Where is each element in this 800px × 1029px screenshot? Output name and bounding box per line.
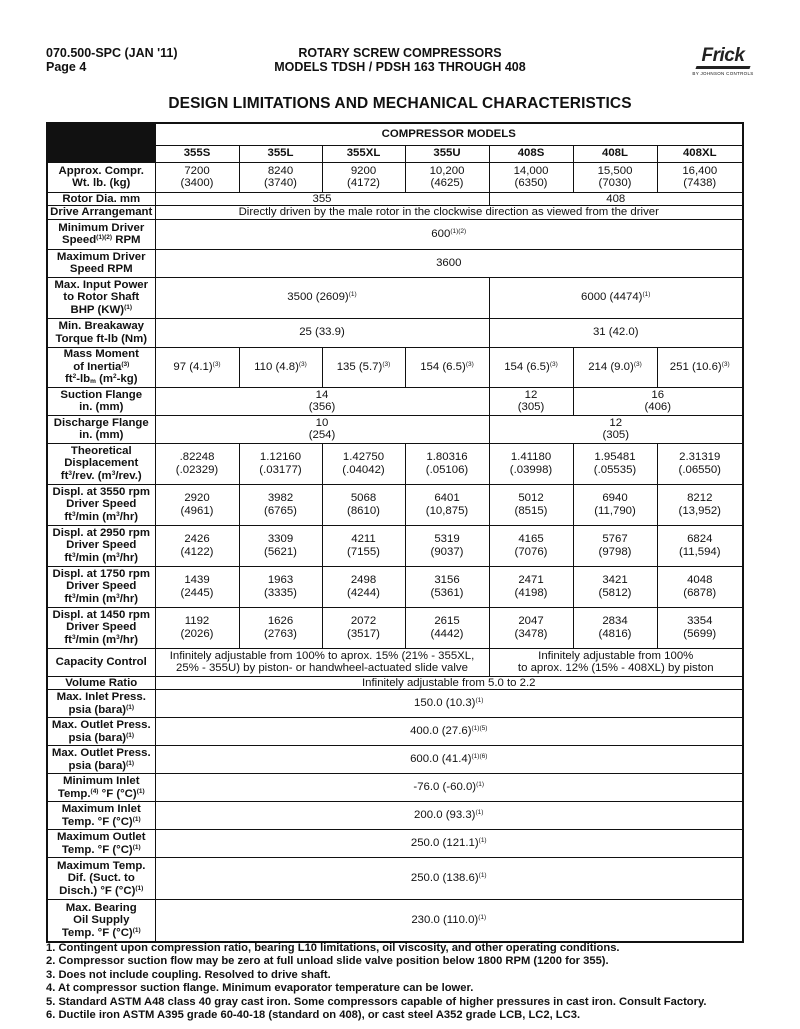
table-cell: 251 $(10.6)^{(3)}$ — [657, 347, 743, 387]
table-cell: 2920 (4961) — [155, 484, 239, 525]
logo-subtext: BY JOHNSON CONTROLS — [692, 71, 754, 76]
table-row — [47, 206, 743, 220]
table-cell: 230.0 $(110.0)^{(1)}$ — [155, 900, 743, 942]
table-cell: 150.0 $(10.3)^{(1)}$ — [155, 690, 743, 718]
footnote-6: 6. Ductile iron ASTM A395 grade 60-40-18 (standard on 408), or cast steel A352 grade LCB, LC2, LC3. — [46, 1009, 581, 1022]
table-row — [47, 219, 743, 249]
row-label-max-speed: Maximum Driver Speed RPM — [47, 249, 155, 277]
table-cell: 154 $(6.5)^{(3)}$ — [405, 347, 489, 387]
table-cell: $600^{(1)(2)}$ — [155, 219, 743, 249]
row-label-min-speed: Minimum Driver Speed$^{(1)(2)}$ RPM — [47, 219, 155, 249]
table-cell: 1192 (2026) — [155, 607, 239, 648]
table-row — [47, 648, 743, 676]
model-408l: 408L — [573, 145, 657, 162]
table-cell: 1963 (3335) — [239, 566, 322, 607]
row-label-min-inlet-temp: Minimum Inlet Temp.$^{(4)}$ °F $(^\circ C)^{(1)}$ — [47, 774, 155, 802]
table-row — [47, 858, 743, 900]
table-row — [47, 746, 743, 774]
table-cell: 6401 (10,875) — [405, 484, 489, 525]
footnote-1: 1. Contingent upon compression ratio, bearing L10 limitations, oil viscosity, and other operating conditions. — [46, 942, 620, 954]
table-cell: 4211 (7155) — [322, 525, 405, 566]
table-cell: 250.0 $(138.6)^{(1)}$ — [155, 858, 743, 900]
doc-title-line2: MODELS TDSH / PDSH 163 THROUGH 408 — [274, 60, 526, 74]
table-cell: 6000 $(4474)^{(1)}$ — [489, 277, 743, 318]
table-cell: 9200 (4172) — [322, 162, 405, 192]
table-cell: 110 $(4.8)^{(3)}$ — [239, 347, 322, 387]
table-cell: 5068 (8610) — [322, 484, 405, 525]
doc-title — [46, 46, 754, 74]
table-cell: 1.12160 (.03177) — [239, 443, 322, 484]
model-408xl: 408XL — [657, 145, 743, 162]
table-cell: 12 (305) — [489, 415, 743, 443]
table-cell: 400.0 $(27.6)^{(1)(5)}$ — [155, 718, 743, 746]
table-cell: 6824 (11,594) — [657, 525, 743, 566]
table-row — [47, 566, 743, 607]
table-cell: 2471 (4198) — [489, 566, 573, 607]
table-row — [47, 249, 743, 277]
table-row — [47, 387, 743, 415]
table-cell: Infinitely adjustable from 100% to aprox. 12% (15% - 408XL) by piston — [489, 648, 743, 676]
page-number: Page 4 — [46, 60, 87, 74]
table-cell: 5012 (8515) — [489, 484, 573, 525]
table-cell: 2426 (4122) — [155, 525, 239, 566]
section-title: DESIGN LIMITATIONS AND MECHANICAL CHARACTERISTICS — [168, 95, 632, 112]
table-cell: 14 (356) — [155, 387, 489, 415]
footnote-2: 2. Compressor suction flow may be zero at full unload slide valve position below 1800 RPM (1200 for 355). — [46, 955, 609, 968]
model-355xl: 355XL — [322, 145, 405, 162]
table-cell: 2072 (3517) — [322, 607, 405, 648]
table-row — [47, 802, 743, 830]
row-label-suction: Suction Flange in. (mm) — [47, 387, 155, 415]
logo-wordmark: Frick — [701, 45, 745, 66]
table-row — [47, 192, 743, 206]
row-label-max-outlet-press-1: Max. Outlet Press. psia (bara)$^{(1)}$ — [47, 718, 155, 746]
footnote-3: 3. Does not include coupling. Resolved to drive shaft. — [46, 968, 331, 981]
table-row — [47, 443, 743, 484]
row-label-max-inlet-press: Max. Inlet Press. psia (bara)$^{(1)}$ — [47, 690, 155, 718]
table-cell: 97 $(4.1)^{(3)}$ — [155, 347, 239, 387]
row-label-displ-1450: Displ. at 1450 rpm Driver Speed $ft^3/\min$ $(m^3/hr)$ — [47, 607, 155, 648]
model-408s: 408S — [489, 145, 573, 162]
table-cell: 4048 (6878) — [657, 566, 743, 607]
table-cell: 7200 (3400) — [155, 162, 239, 192]
model-355s: 355S — [155, 145, 239, 162]
row-label-max-inlet-temp: Maximum Inlet Temp. °F $(^\circ C)^{(1)}$ — [47, 802, 155, 830]
table-cell: 8240 (3740) — [239, 162, 322, 192]
table-cell: 250.0 $(121.1)^{(1)}$ — [155, 830, 743, 858]
row-label-max-power: Max. Input Power to Rotor Shaft BHP (KW)$^{(1)}$ — [47, 277, 155, 318]
table-cell: 2834 (4816) — [573, 607, 657, 648]
footnote-5: 5. Standard ASTM A48 class 40 gray cast iron. Some compressors capable of higher pressures in cast iron. Consult Factory. — [46, 995, 707, 1008]
table-cell: 2615 (4442) — [405, 607, 489, 648]
table-cell: 25 (33.9) — [155, 318, 489, 347]
logo-underline — [695, 66, 750, 69]
table-cell: 2047 (3478) — [489, 607, 573, 648]
table-row — [47, 690, 743, 718]
table-row — [47, 718, 743, 746]
table-cell: 1439 (2445) — [155, 566, 239, 607]
table-cell: 154 $(6.5)^{(3)}$ — [489, 347, 573, 387]
table-row — [47, 676, 743, 690]
table-cell: 1.42750 (.04042) — [322, 443, 405, 484]
table-cell: 600.0 $(41.4)^{(1)(6)}$ — [155, 746, 743, 774]
table-cell: 10 (254) — [155, 415, 489, 443]
row-label-weight: Approx. Compr. Wt. lb. (kg) — [47, 162, 155, 192]
table-cell: 15,500 (7030) — [573, 162, 657, 192]
table-cell: Directly driven by the male rotor in the clockwise direction as viewed from the driver — [155, 206, 743, 220]
table-cell: 1626 (2763) — [239, 607, 322, 648]
footnotes — [46, 942, 760, 1022]
row-label-max-temp-dif: Maximum Temp. Dif. (Suct. to Disch.) °F $(^\circ C)^{(1)}$ — [47, 858, 155, 900]
table-row — [47, 318, 743, 347]
table-cell: 1.41180 (.03998) — [489, 443, 573, 484]
frick-logo — [692, 46, 754, 78]
spec-table — [46, 122, 744, 943]
table-cell: 214 $(9.0)^{(3)}$ — [573, 347, 657, 387]
table-cell: 5767 (9798) — [573, 525, 657, 566]
row-label-displ-2950: Displ. at 2950 rpm Driver Speed $ft^3/\min$ $(m^3/hr)$ — [47, 525, 155, 566]
row-label-displ-3550: Displ. at 3550 rpm Driver Speed $ft^3/\min$ $(m^3/hr)$ — [47, 484, 155, 525]
row-label-drive: Drive Arrangemant — [47, 206, 155, 220]
row-label-breakaway: Min. Breakaway Torque ft-lb (Nm) — [47, 318, 155, 347]
table-cell: 200.0 $(93.3)^{(1)}$ — [155, 802, 743, 830]
table-cell: 3500 $(2609)^{(1)}$ — [155, 277, 489, 318]
row-label-discharge: Discharge Flange in. (mm) — [47, 415, 155, 443]
table-row — [47, 607, 743, 648]
table-cell: Infinitely adjustable from 100% to aprox. 15% (21% - 355XL, 25% - 355U) by piston- or handwheel-actuated slide valve — [155, 648, 489, 676]
table-row — [47, 484, 743, 525]
row-label-max-bearing: Max. Bearing Oil Supply Temp. °F $(^\circ C)^{(1)}$ — [47, 900, 155, 942]
model-355l: 355L — [239, 145, 322, 162]
table-cell: .82248 (.02329) — [155, 443, 239, 484]
row-label-max-outlet-press-2: Max. Outlet Press. psia (bara)$^{(1)}$ — [47, 746, 155, 774]
table-row — [47, 347, 743, 387]
table-cell: 10,200 (4625) — [405, 162, 489, 192]
table-cell: 3309 (5621) — [239, 525, 322, 566]
table-cell: 1.80316 (.05106) — [405, 443, 489, 484]
table-row — [47, 830, 743, 858]
header-corner — [47, 123, 155, 162]
table-cell: 14,000 (6350) — [489, 162, 573, 192]
table-cell: 16 (406) — [573, 387, 743, 415]
table-cell: -76.0 $(-60.0)^{(1)}$ — [155, 774, 743, 802]
table-cell: Infinitely adjustable from 5.0 to 2.2 — [155, 676, 743, 690]
table-cell: 4165 (7076) — [489, 525, 573, 566]
row-label-volume: Volume Ratio — [47, 676, 155, 690]
doc-title-line1: ROTARY SCREW COMPRESSORS — [298, 46, 502, 60]
compressor-models-header: COMPRESSOR MODELS — [155, 123, 743, 145]
table-row — [47, 525, 743, 566]
table-cell: 31 (42.0) — [489, 318, 743, 347]
model-355u: 355U — [405, 145, 489, 162]
table-cell: 6940 (11,790) — [573, 484, 657, 525]
row-label-inertia: Mass Moment of Inertia$^{(3)}$ $ft^2-lb_m$ $(m^2-kg)$ — [47, 347, 155, 387]
table-cell: 3600 — [155, 249, 743, 277]
row-label-theoretical: Theoretical Displacement $ft^3$/rev. $(m^3/rev.)$ — [47, 443, 155, 484]
table-cell: 16,400 (7438) — [657, 162, 743, 192]
table-row — [47, 900, 743, 942]
table-row — [47, 774, 743, 802]
table-header-row — [47, 123, 743, 145]
table-cell: 12 (305) — [489, 387, 573, 415]
doc-code: 070.500-SPC (JAN '11) — [46, 46, 178, 60]
table-cell: 3156 (5361) — [405, 566, 489, 607]
table-cell: 5319 (9037) — [405, 525, 489, 566]
table-cell: 2.31319 (.06550) — [657, 443, 743, 484]
page-header — [46, 46, 754, 86]
table-cell: 3354 (5699) — [657, 607, 743, 648]
table-cell: 408 — [489, 192, 743, 206]
table-row — [47, 415, 743, 443]
row-label-rotor-dia: Rotor Dia. mm — [47, 192, 155, 206]
table-cell: 3421 (5812) — [573, 566, 657, 607]
row-label-displ-1750: Displ. at 1750 rpm Driver Speed $ft^3/\min$ $(m^3/hr)$ — [47, 566, 155, 607]
table-cell: 3982 (6765) — [239, 484, 322, 525]
table-cell: 355 — [155, 192, 489, 206]
footnote-4: 4. At compressor suction flange. Minimum evaporator temperature can be lower. — [46, 982, 474, 995]
table-row — [47, 162, 743, 192]
table-cell: 8212 (13,952) — [657, 484, 743, 525]
row-label-capacity: Capacity Control — [47, 648, 155, 676]
table-cell: 1.95481 (.05535) — [573, 443, 657, 484]
table-row — [47, 277, 743, 318]
table-cell: 2498 (4244) — [322, 566, 405, 607]
row-label-max-outlet-temp: Maximum Outlet Temp. °F $(^\circ C)^{(1)}$ — [47, 830, 155, 858]
table-cell: 135 $(5.7)^{(3)}$ — [322, 347, 405, 387]
